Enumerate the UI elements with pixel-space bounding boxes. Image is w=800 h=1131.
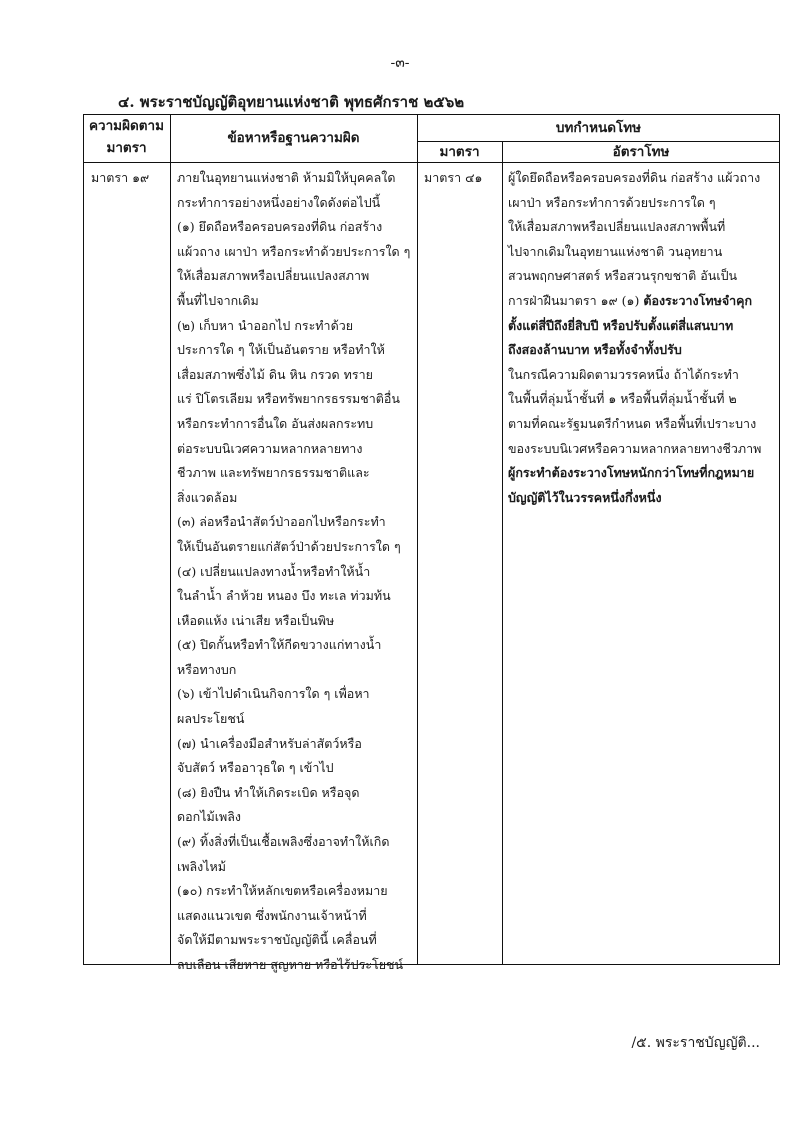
penalty-line: ผู้ใดยึดถือหรือครอบครองที่ดิน ก่อสร้าง แผ้วถาง (508, 170, 761, 185)
facts-line: (๑๐) กระทำให้หลักเขตหรือเครื่องหมาย (177, 883, 388, 899)
penalty-line-bold: ถึงสองล้านบาท หรือทั้งจำทั้งปรับ (508, 342, 682, 358)
facts-line: แร่ ปิโตรเลียม หรือทรัพยากรธรรมชาติอื่น (177, 391, 400, 407)
facts-line: ชีวภาพ และทรัพยากรธรรมชาติและ (177, 465, 370, 481)
facts-line: จัดให้มีตามพระราชบัญญัตินี้ เคลื่อนที่ (177, 932, 377, 948)
facts-line: จับสัตว์ หรืออาวุธใด ๆ เข้าไป (177, 760, 334, 776)
header-offence-line2: มาตรา (106, 140, 147, 156)
facts-line: ภายในอุทยานแห่งชาติ ห้ามมิให้บุคคลใด (177, 170, 396, 185)
header-penalty-rate: อัตราโทษ (612, 144, 670, 160)
facts-line: ต่อระบบนิเวศความหลากหลายทาง (177, 440, 363, 456)
penalty-line: สวนพฤกษศาสตร์ หรือสวนรุกขชาติ อันเป็น (508, 268, 738, 284)
penalty-line-normal: การฝ่าฝืนมาตรา ๑๙ (๑) (508, 292, 644, 308)
facts-line: ดอกไม้เพลิง (177, 809, 241, 825)
facts-line: (๕) ปิดกั้นหรือทำให้กีดขวางแก่ทางน้ำ (177, 637, 382, 653)
page-continuation: /๕. พระราชบัญญัติ... (631, 1035, 760, 1051)
facts-line: พื้นที่ไปจากเดิม (177, 292, 259, 308)
facts-line: หรือทางบก (177, 661, 237, 677)
page-number: -๓- (390, 55, 410, 71)
section-heading: ๔. พระราชบัญญัติอุทยานแห่งชาติ พุทธศักราช ๒๕๖๒ (118, 93, 465, 111)
table-divider (170, 114, 171, 965)
facts-line: ให้เสื่อมสภาพหรือเปลี่ยนแปลงสภาพ (177, 268, 370, 284)
facts-line: เพลิงไหม้ (177, 858, 227, 874)
facts-line: (๒) เก็บหา นำออกไป กระทำด้วย (177, 317, 354, 333)
penalty-line: ของระบบนิเวศหรือความหลากหลายทางชีวภาพ (508, 440, 762, 456)
header-penalty: บทกำหนดโทษ (555, 120, 642, 136)
penalty-line-bold: ผู้กระทำต้องระวางโทษหนักกว่าโทษที่กฎหมาย (508, 465, 755, 481)
facts-line: ให้เป็นอันตรายแก่สัตว์ป่าด้วยประการใด ๆ (177, 538, 401, 554)
facts-line: (๙) ทิ้งสิ่งที่เป็นเชื้อเพลิงซึ่งอาจทำให้เกิด (177, 834, 390, 850)
penalty-line-bold: ตั้งแต่สี่ปีถึงยี่สิบปี หรือปรับตั้งแต่สี่แสนบาท (508, 317, 734, 333)
facts-line: สิ่งแวดล้อม (177, 489, 238, 505)
header-penalty-section: มาตรา (439, 144, 480, 160)
facts-line: (๑) ยึดถือหรือครอบครองที่ดิน ก่อสร้าง (177, 219, 383, 235)
penalty-line-bold: บัญญัติไว้ในวรรคหนึ่งกึ่งหนึ่ง (508, 489, 662, 505)
facts-line: กระทำการอย่างหนึ่งอย่างใดดังต่อไปนี้ (177, 194, 381, 210)
penalty-line: ไปจากเดิมในอุทยานแห่งชาติ วนอุทยาน (508, 243, 723, 259)
facts-line: (๗) นำเครื่องมือสำหรับล่าสัตว์หรือ (177, 735, 362, 751)
facts-line: ประการใด ๆ ให้เป็นอันตราย หรือทำให้ (177, 342, 385, 358)
facts-line: ในลำน้ำ ลำห้วย หนอง บึง ทะเล ท่วมท้น (177, 588, 391, 604)
penalty-line: ให้เสื่อมสภาพหรือเปลี่ยนแปลงสภาพพื้นที่ (508, 219, 726, 235)
penalty-line: เผาป่า หรือกระทำการด้วยประการใด ๆ (508, 194, 716, 210)
table-divider (417, 114, 418, 965)
penalty-section-cell: มาตรา ๔๑ (424, 170, 483, 185)
header-facts: ข้อหาหรือฐานความผิด (227, 130, 360, 146)
facts-line: (๖) เข้าไปดำเนินกิจการใด ๆ เพื่อหา (177, 686, 370, 702)
penalty-line: ในพื้นที่ลุ่มน้ำชั้นที่ ๑ หรือพื้นที่ลุ่มน้ำชั้นที่ ๒ (508, 391, 737, 407)
penalty-line: ในกรณีความผิดตามวรรคหนึ่ง ถ้าได้กระทำ (508, 366, 739, 382)
penalty-line (508, 289, 774, 314)
facts-line: ลบเลือน เสียหาย สูญหาย หรือไร้ประโยชน์ (177, 957, 404, 972)
facts-line: เสื่อมสภาพซึ่งไม้ ดิน หิน กรวด ทราย (177, 366, 373, 382)
table-divider (502, 141, 503, 965)
facts-line: ผลประโยชน์ (177, 711, 245, 727)
facts-line: (๘) ยิงปืน ทำให้เกิดระเบิด หรือจุด (177, 784, 360, 800)
offence-section-cell: มาตรา ๑๙ (91, 170, 150, 185)
penalty-line-bold: ต้องระวางโทษจำคุก (643, 292, 753, 308)
penalty-rate-cell (508, 166, 774, 510)
penalty-line: ตามที่คณะรัฐมนตรีกำหนด หรือพื้นที่เปราะบาง (508, 415, 757, 431)
facts-line: หรือกระทำการอื่นใด อันส่งผลกระทบ (177, 415, 374, 431)
header-offence-line1: ความผิดตาม (88, 118, 164, 134)
facts-line: (๓) ล่อหรือนำสัตว์ป่าออกไปหรือกระทำ (177, 514, 386, 530)
facts-line: เหือดแห้ง เน่าเสีย หรือเป็นพิษ (177, 612, 335, 628)
facts-line: แผ้วถาง เผาป่า หรือกระทำด้วยประการใด ๆ (177, 243, 411, 259)
facts-cell (177, 166, 411, 978)
facts-line: แสดงแนวเขต ซึ่งพนักงานเจ้าหน้าที่ (177, 907, 367, 923)
facts-line: (๔) เปลี่ยนแปลงทางน้ำหรือทำให้น้ำ (177, 563, 371, 579)
header-offence-section (83, 115, 170, 159)
